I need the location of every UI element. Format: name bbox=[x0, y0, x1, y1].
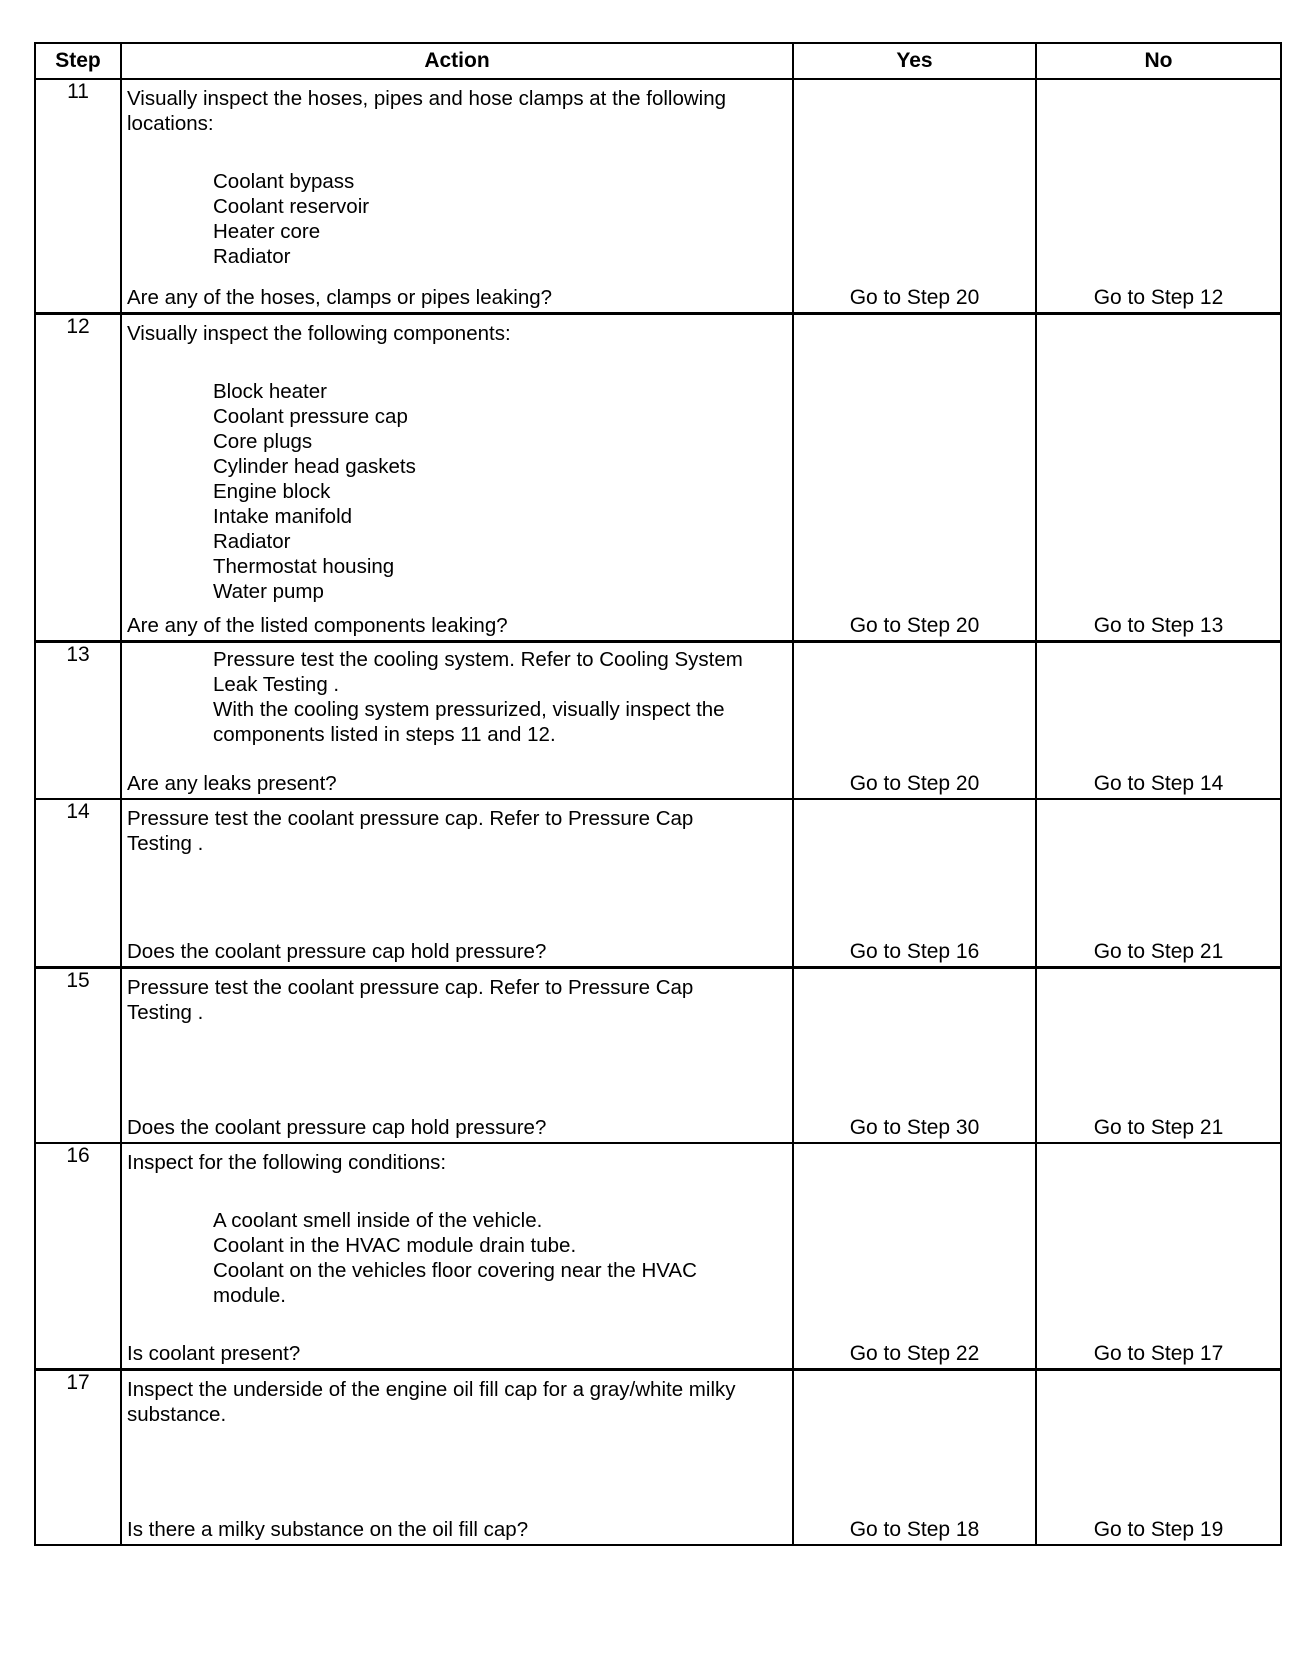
list-item: Coolant on the vehicles floor covering near the HVAC bbox=[213, 1259, 697, 1282]
text-line: substance. bbox=[127, 1402, 227, 1426]
yes-result: Go to Step 20 bbox=[849, 613, 980, 637]
yes-result: Go to Step 16 bbox=[849, 939, 980, 963]
table-row bbox=[35, 967, 1281, 1143]
list-item: Radiator bbox=[213, 245, 291, 268]
diagnostic-table bbox=[34, 42, 1282, 1546]
header-yes: Yes bbox=[793, 43, 1036, 79]
action-cell bbox=[121, 967, 793, 1143]
step-number: 17 bbox=[35, 1369, 121, 1545]
text-line: Inspect the underside of the engine oil fill cap for a gray/white milky bbox=[127, 1377, 736, 1401]
no-cell bbox=[1036, 79, 1281, 313]
step-number: 12 bbox=[35, 313, 121, 641]
action-intro bbox=[122, 1144, 792, 1175]
action-question: Is coolant present? bbox=[127, 1341, 301, 1365]
yes-result: Go to Step 22 bbox=[849, 1341, 980, 1365]
no-cell bbox=[1036, 313, 1281, 641]
action-list bbox=[122, 647, 792, 747]
no-result: Go to Step 13 bbox=[1093, 613, 1224, 637]
text-line: Inspect for the following conditions: bbox=[127, 1151, 447, 1174]
action-cell bbox=[121, 1369, 793, 1545]
no-result: Go to Step 17 bbox=[1093, 1341, 1224, 1365]
text-line: Visually inspect the hoses, pipes and hose clamps at the following bbox=[127, 87, 727, 110]
action-cell bbox=[121, 313, 793, 641]
action-list bbox=[122, 1208, 792, 1308]
yes-cell bbox=[793, 79, 1036, 313]
header-no: No bbox=[1036, 43, 1281, 79]
text-line: Testing . bbox=[127, 832, 204, 855]
no-cell bbox=[1036, 1143, 1281, 1369]
action-cell bbox=[121, 799, 793, 967]
no-result: Go to Step 19 bbox=[1093, 1518, 1224, 1541]
text-line: Visually inspect the following components: bbox=[127, 321, 511, 345]
table-row bbox=[35, 1143, 1281, 1369]
action-question: Are any of the listed components leaking? bbox=[127, 613, 508, 637]
action-question: Are any of the hoses, clamps or pipes leaking? bbox=[127, 285, 553, 309]
action-intro bbox=[122, 969, 792, 1025]
text-line: Pressure test the coolant pressure cap. Refer to Pressure Cap bbox=[127, 975, 694, 999]
list-item: components listed in steps 11 and 12. bbox=[213, 722, 556, 746]
action-intro bbox=[122, 800, 792, 856]
text-line: Pressure test the coolant pressure cap. Refer to Pressure Cap bbox=[127, 807, 694, 830]
text-line: locations: bbox=[127, 112, 214, 135]
step-number: 11 bbox=[35, 79, 121, 313]
step-number: 14 bbox=[35, 799, 121, 967]
list-item: Block heater bbox=[213, 379, 327, 403]
step-number: 15 bbox=[35, 967, 121, 1143]
yes-result: Go to Step 18 bbox=[849, 1518, 980, 1541]
list-item: Coolant bypass bbox=[213, 170, 355, 193]
list-item: Engine block bbox=[213, 479, 331, 503]
header-row bbox=[35, 43, 1281, 79]
action-intro bbox=[122, 1371, 792, 1427]
action-cell bbox=[121, 79, 793, 313]
no-result: Go to Step 21 bbox=[1093, 1116, 1224, 1139]
action-cell bbox=[121, 641, 793, 799]
no-result: Go to Step 14 bbox=[1093, 772, 1224, 795]
action-question: Does the coolant pressure cap hold pressure? bbox=[127, 1116, 547, 1139]
yes-cell bbox=[793, 967, 1036, 1143]
no-cell bbox=[1036, 799, 1281, 967]
list-item: Pressure test the cooling system. Refer to Cooling System bbox=[213, 647, 743, 671]
action-intro bbox=[122, 80, 792, 136]
no-cell bbox=[1036, 641, 1281, 799]
list-item: Leak Testing . bbox=[213, 672, 340, 696]
text-line: Testing . bbox=[127, 1000, 204, 1024]
list-item: Coolant pressure cap bbox=[213, 404, 408, 428]
yes-cell bbox=[793, 1143, 1036, 1369]
action-question: Are any leaks present? bbox=[127, 772, 337, 795]
list-item: Coolant reservoir bbox=[213, 195, 370, 218]
list-item: Radiator bbox=[213, 529, 291, 553]
action-intro bbox=[122, 315, 792, 346]
action-list bbox=[122, 379, 792, 604]
table-row bbox=[35, 641, 1281, 799]
list-item: Water pump bbox=[213, 579, 324, 603]
action-cell bbox=[121, 1143, 793, 1369]
list-item: A coolant smell inside of the vehicle. bbox=[213, 1209, 543, 1232]
table-row bbox=[35, 313, 1281, 641]
yes-result: Go to Step 30 bbox=[849, 1116, 980, 1139]
no-cell bbox=[1036, 967, 1281, 1143]
yes-result: Go to Step 20 bbox=[849, 772, 980, 795]
yes-cell bbox=[793, 1369, 1036, 1545]
action-list bbox=[122, 169, 792, 269]
list-item: Heater core bbox=[213, 220, 321, 243]
table-row bbox=[35, 79, 1281, 313]
list-item: With the cooling system pressurized, visually inspect the bbox=[213, 697, 725, 721]
action-question: Does the coolant pressure cap hold pressure? bbox=[127, 939, 547, 963]
list-item: Cylinder head gaskets bbox=[213, 454, 416, 478]
list-item: Coolant in the HVAC module drain tube. bbox=[213, 1234, 577, 1257]
table-row bbox=[35, 1369, 1281, 1545]
no-cell bbox=[1036, 1369, 1281, 1545]
header-action: Action bbox=[121, 43, 793, 79]
list-item: Intake manifold bbox=[213, 504, 353, 528]
header-step: Step bbox=[35, 43, 121, 79]
yes-cell bbox=[793, 799, 1036, 967]
step-number: 13 bbox=[35, 641, 121, 799]
yes-cell bbox=[793, 313, 1036, 641]
table-row bbox=[35, 799, 1281, 967]
step-number: 16 bbox=[35, 1143, 121, 1369]
action-question: Is there a milky substance on the oil fill cap? bbox=[127, 1518, 529, 1541]
no-result: Go to Step 12 bbox=[1093, 285, 1224, 309]
yes-cell bbox=[793, 641, 1036, 799]
no-result: Go to Step 21 bbox=[1093, 939, 1224, 963]
list-item: Thermostat housing bbox=[213, 554, 395, 578]
list-item: module. bbox=[213, 1284, 286, 1307]
list-item: Core plugs bbox=[213, 429, 313, 453]
yes-result: Go to Step 20 bbox=[849, 285, 980, 309]
